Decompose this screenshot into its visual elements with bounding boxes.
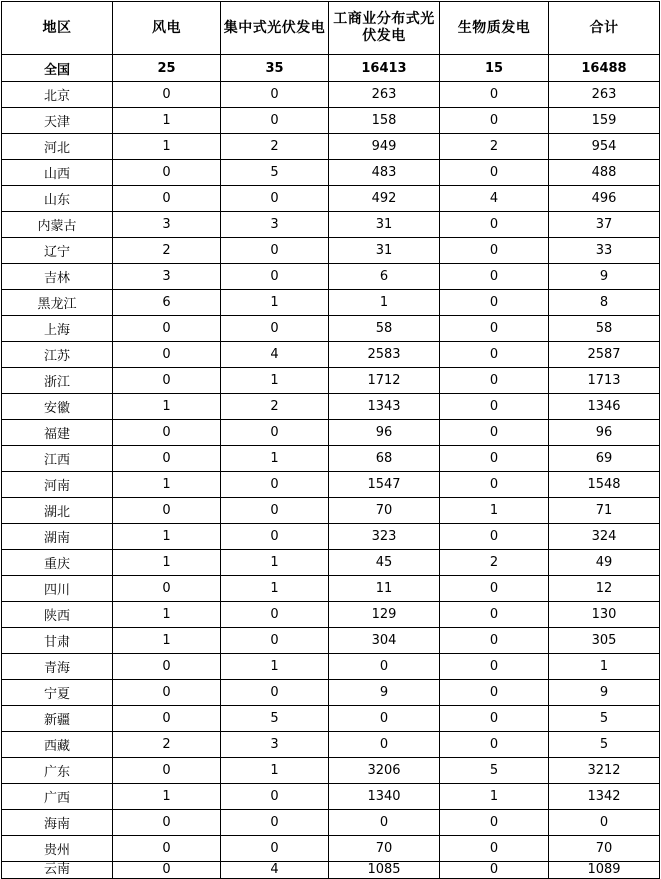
- cell-wind: 1: [113, 550, 221, 576]
- cell-region: 上海: [2, 316, 113, 342]
- cell-centralized-pv: 1: [221, 446, 329, 472]
- cell-total: 1089: [549, 862, 660, 879]
- table-row: [2, 238, 660, 264]
- table-row: [2, 212, 660, 238]
- cell-total: 71: [549, 498, 660, 524]
- table-row: [2, 810, 660, 836]
- cell-total: 37: [549, 212, 660, 238]
- cell-wind: 1: [113, 394, 221, 420]
- cell-total: 305: [549, 628, 660, 654]
- cell-biomass: 2: [440, 134, 549, 160]
- table-row: [2, 654, 660, 680]
- cell-wind: 0: [113, 186, 221, 212]
- cell-distributed-pv: 1085: [329, 862, 440, 879]
- cell-biomass: 5: [440, 758, 549, 784]
- table-row: [2, 472, 660, 498]
- cell-wind: 1: [113, 524, 221, 550]
- cell-region: 山西: [2, 160, 113, 186]
- cell-distributed-pv: 11: [329, 576, 440, 602]
- cell-total: 9: [549, 680, 660, 706]
- cell-centralized-pv: 0: [221, 784, 329, 810]
- cell-total: 263: [549, 82, 660, 108]
- table-row: [2, 316, 660, 342]
- cell-distributed-pv: 68: [329, 446, 440, 472]
- table-row: [2, 186, 660, 212]
- cell-region: 湖北: [2, 498, 113, 524]
- cell-distributed-pv: 0: [329, 810, 440, 836]
- cell-total: 1346: [549, 394, 660, 420]
- cell-distributed-pv: 0: [329, 732, 440, 758]
- cell-biomass: 0: [440, 420, 549, 446]
- cell-total: 9: [549, 264, 660, 290]
- table-row: [2, 82, 660, 108]
- cell-total: 8: [549, 290, 660, 316]
- cell-centralized-pv: 0: [221, 628, 329, 654]
- table-row: [2, 524, 660, 550]
- table-row: [2, 342, 660, 368]
- cell-centralized-pv: 0: [221, 186, 329, 212]
- cell-distributed-pv: 45: [329, 550, 440, 576]
- table-row: [2, 420, 660, 446]
- cell-biomass: 0: [440, 342, 549, 368]
- table-row: [2, 732, 660, 758]
- cell-centralized-pv: 0: [221, 82, 329, 108]
- cell-biomass: 0: [440, 368, 549, 394]
- cell-distributed-pv: 492: [329, 186, 440, 212]
- cell-total: 49: [549, 550, 660, 576]
- table-row: [2, 628, 660, 654]
- cell-wind: 0: [113, 680, 221, 706]
- cell-region: 海南: [2, 810, 113, 836]
- cell-distributed-pv: 483: [329, 160, 440, 186]
- cell-region: 贵州: [2, 836, 113, 862]
- cell-biomass: 0: [440, 108, 549, 134]
- cell-centralized-pv: 0: [221, 524, 329, 550]
- table-row: [2, 680, 660, 706]
- table-row: [2, 602, 660, 628]
- cell-region: 吉林: [2, 264, 113, 290]
- cell-region: 内蒙古: [2, 212, 113, 238]
- cell-total: 58: [549, 316, 660, 342]
- cell-distributed-pv: 70: [329, 836, 440, 862]
- cell-biomass: 0: [440, 524, 549, 550]
- cell-centralized-pv: 1: [221, 576, 329, 602]
- cell-region: 福建: [2, 420, 113, 446]
- cell-wind: 0: [113, 576, 221, 602]
- cell-wind: 2: [113, 732, 221, 758]
- cell-distributed-pv: 304: [329, 628, 440, 654]
- cell-centralized-pv: 1: [221, 368, 329, 394]
- cell-biomass: 0: [440, 160, 549, 186]
- cell-centralized-pv: 0: [221, 472, 329, 498]
- total-centralized-pv: 35: [221, 55, 329, 82]
- cell-wind: 0: [113, 654, 221, 680]
- cell-wind: 1: [113, 628, 221, 654]
- total-biomass: 15: [440, 55, 549, 82]
- cell-centralized-pv: 0: [221, 316, 329, 342]
- total-sum: 16488: [549, 55, 660, 82]
- cell-distributed-pv: 70: [329, 498, 440, 524]
- cell-total: 954: [549, 134, 660, 160]
- cell-centralized-pv: 1: [221, 654, 329, 680]
- cell-wind: 3: [113, 212, 221, 238]
- cell-centralized-pv: 0: [221, 420, 329, 446]
- header-region: 地区: [2, 2, 113, 55]
- cell-centralized-pv: 1: [221, 290, 329, 316]
- cell-total: 1: [549, 654, 660, 680]
- cell-centralized-pv: 0: [221, 680, 329, 706]
- cell-region: 天津: [2, 108, 113, 134]
- cell-centralized-pv: 5: [221, 160, 329, 186]
- table-row: [2, 784, 660, 810]
- cell-distributed-pv: 58: [329, 316, 440, 342]
- cell-wind: 0: [113, 758, 221, 784]
- header-distributed-pv: 工商业分布式光伏发电: [329, 2, 440, 55]
- cell-wind: 1: [113, 784, 221, 810]
- cell-wind: 0: [113, 836, 221, 862]
- cell-biomass: 0: [440, 602, 549, 628]
- cell-wind: 3: [113, 264, 221, 290]
- cell-wind: 0: [113, 342, 221, 368]
- cell-biomass: 0: [440, 264, 549, 290]
- cell-region: 广东: [2, 758, 113, 784]
- cell-centralized-pv: 3: [221, 212, 329, 238]
- cell-biomass: 0: [440, 82, 549, 108]
- cell-wind: 1: [113, 134, 221, 160]
- cell-centralized-pv: 1: [221, 758, 329, 784]
- cell-wind: 1: [113, 472, 221, 498]
- cell-region: 青海: [2, 654, 113, 680]
- cell-centralized-pv: 0: [221, 108, 329, 134]
- table-row: [2, 758, 660, 784]
- cell-centralized-pv: 0: [221, 602, 329, 628]
- table-row: [2, 498, 660, 524]
- table-row: [2, 836, 660, 862]
- cell-total: 1342: [549, 784, 660, 810]
- cell-centralized-pv: 0: [221, 498, 329, 524]
- cell-region: 湖南: [2, 524, 113, 550]
- cell-region: 安徽: [2, 394, 113, 420]
- cell-region: 河北: [2, 134, 113, 160]
- cell-distributed-pv: 129: [329, 602, 440, 628]
- cell-total: 70: [549, 836, 660, 862]
- cell-distributed-pv: 0: [329, 706, 440, 732]
- cell-biomass: 0: [440, 862, 549, 879]
- cell-biomass: 0: [440, 732, 549, 758]
- cell-biomass: 4: [440, 186, 549, 212]
- cell-total: 3212: [549, 758, 660, 784]
- table-row: [2, 576, 660, 602]
- cell-centralized-pv: 2: [221, 394, 329, 420]
- cell-centralized-pv: 0: [221, 238, 329, 264]
- cell-distributed-pv: 31: [329, 212, 440, 238]
- cell-total: 130: [549, 602, 660, 628]
- cell-distributed-pv: 31: [329, 238, 440, 264]
- cell-total: 5: [549, 732, 660, 758]
- cell-wind: 0: [113, 368, 221, 394]
- cell-biomass: 0: [440, 654, 549, 680]
- cell-total: 96: [549, 420, 660, 446]
- cell-wind: 2: [113, 238, 221, 264]
- cell-region: 西藏: [2, 732, 113, 758]
- cell-distributed-pv: 323: [329, 524, 440, 550]
- cell-centralized-pv: 4: [221, 342, 329, 368]
- cell-distributed-pv: 6: [329, 264, 440, 290]
- cell-total: 496: [549, 186, 660, 212]
- cell-total: 2587: [549, 342, 660, 368]
- cell-total: 69: [549, 446, 660, 472]
- cell-biomass: 0: [440, 316, 549, 342]
- cell-biomass: 0: [440, 836, 549, 862]
- header-biomass: 生物质发电: [440, 2, 549, 55]
- cell-centralized-pv: 4: [221, 862, 329, 879]
- cell-biomass: 2: [440, 550, 549, 576]
- cell-region: 新疆: [2, 706, 113, 732]
- cell-region: 北京: [2, 82, 113, 108]
- cell-wind: 6: [113, 290, 221, 316]
- table-row: [2, 706, 660, 732]
- table-row: [2, 394, 660, 420]
- cell-region: 宁夏: [2, 680, 113, 706]
- cell-wind: 1: [113, 602, 221, 628]
- cell-total: 1548: [549, 472, 660, 498]
- cell-region: 重庆: [2, 550, 113, 576]
- cell-wind: 0: [113, 316, 221, 342]
- cell-total: 12: [549, 576, 660, 602]
- cell-wind: 0: [113, 498, 221, 524]
- cell-region: 黑龙江: [2, 290, 113, 316]
- cell-total: 0: [549, 810, 660, 836]
- cell-region: 云南: [2, 862, 113, 879]
- table-row: [2, 550, 660, 576]
- cell-region: 江苏: [2, 342, 113, 368]
- cell-centralized-pv: 0: [221, 810, 329, 836]
- cell-biomass: 0: [440, 212, 549, 238]
- cell-centralized-pv: 0: [221, 836, 329, 862]
- cell-distributed-pv: 1712: [329, 368, 440, 394]
- cell-wind: 0: [113, 706, 221, 732]
- cell-distributed-pv: 1547: [329, 472, 440, 498]
- cell-distributed-pv: 3206: [329, 758, 440, 784]
- cell-distributed-pv: 2583: [329, 342, 440, 368]
- cell-total: 5: [549, 706, 660, 732]
- cell-distributed-pv: 9: [329, 680, 440, 706]
- table-row: [2, 108, 660, 134]
- cell-region: 陕西: [2, 602, 113, 628]
- cell-centralized-pv: 1: [221, 550, 329, 576]
- total-row: [2, 55, 660, 82]
- header-centralized-pv: 集中式光伏发电: [221, 2, 329, 55]
- cell-distributed-pv: 263: [329, 82, 440, 108]
- cell-distributed-pv: 1343: [329, 394, 440, 420]
- cell-region: 四川: [2, 576, 113, 602]
- cell-centralized-pv: 3: [221, 732, 329, 758]
- cell-wind: 1: [113, 108, 221, 134]
- total-wind: 25: [113, 55, 221, 82]
- cell-wind: 0: [113, 420, 221, 446]
- cell-distributed-pv: 96: [329, 420, 440, 446]
- cell-region: 甘肃: [2, 628, 113, 654]
- total-region: 全国: [2, 55, 113, 82]
- cell-biomass: 0: [440, 810, 549, 836]
- cell-centralized-pv: 0: [221, 264, 329, 290]
- cell-biomass: 0: [440, 290, 549, 316]
- table-row: [2, 160, 660, 186]
- cell-wind: 0: [113, 810, 221, 836]
- cell-biomass: 0: [440, 472, 549, 498]
- table-row: [2, 264, 660, 290]
- data-table: [1, 1, 660, 879]
- cell-wind: 0: [113, 160, 221, 186]
- cell-total: 159: [549, 108, 660, 134]
- cell-total: 33: [549, 238, 660, 264]
- cell-biomass: 1: [440, 498, 549, 524]
- cell-biomass: 0: [440, 680, 549, 706]
- header-total: 合计: [549, 2, 660, 55]
- cell-total: 488: [549, 160, 660, 186]
- cell-distributed-pv: 158: [329, 108, 440, 134]
- table-row: [2, 862, 660, 879]
- cell-region: 浙江: [2, 368, 113, 394]
- cell-biomass: 0: [440, 706, 549, 732]
- cell-biomass: 0: [440, 628, 549, 654]
- cell-total: 1713: [549, 368, 660, 394]
- cell-biomass: 1: [440, 784, 549, 810]
- cell-biomass: 0: [440, 394, 549, 420]
- cell-total: 324: [549, 524, 660, 550]
- cell-region: 河南: [2, 472, 113, 498]
- cell-centralized-pv: 2: [221, 134, 329, 160]
- cell-distributed-pv: 1: [329, 290, 440, 316]
- cell-wind: 0: [113, 862, 221, 879]
- header-row: [2, 2, 660, 55]
- table-row: [2, 134, 660, 160]
- table-row: [2, 368, 660, 394]
- cell-biomass: 0: [440, 446, 549, 472]
- cell-centralized-pv: 5: [221, 706, 329, 732]
- cell-distributed-pv: 0: [329, 654, 440, 680]
- cell-region: 广西: [2, 784, 113, 810]
- cell-region: 江西: [2, 446, 113, 472]
- cell-distributed-pv: 1340: [329, 784, 440, 810]
- cell-biomass: 0: [440, 576, 549, 602]
- cell-region: 山东: [2, 186, 113, 212]
- cell-distributed-pv: 949: [329, 134, 440, 160]
- table-row: [2, 290, 660, 316]
- cell-biomass: 0: [440, 238, 549, 264]
- cell-region: 辽宁: [2, 238, 113, 264]
- cell-wind: 0: [113, 446, 221, 472]
- cell-wind: 0: [113, 82, 221, 108]
- table-row: [2, 446, 660, 472]
- total-distributed-pv: 16413: [329, 55, 440, 82]
- header-wind: 风电: [113, 2, 221, 55]
